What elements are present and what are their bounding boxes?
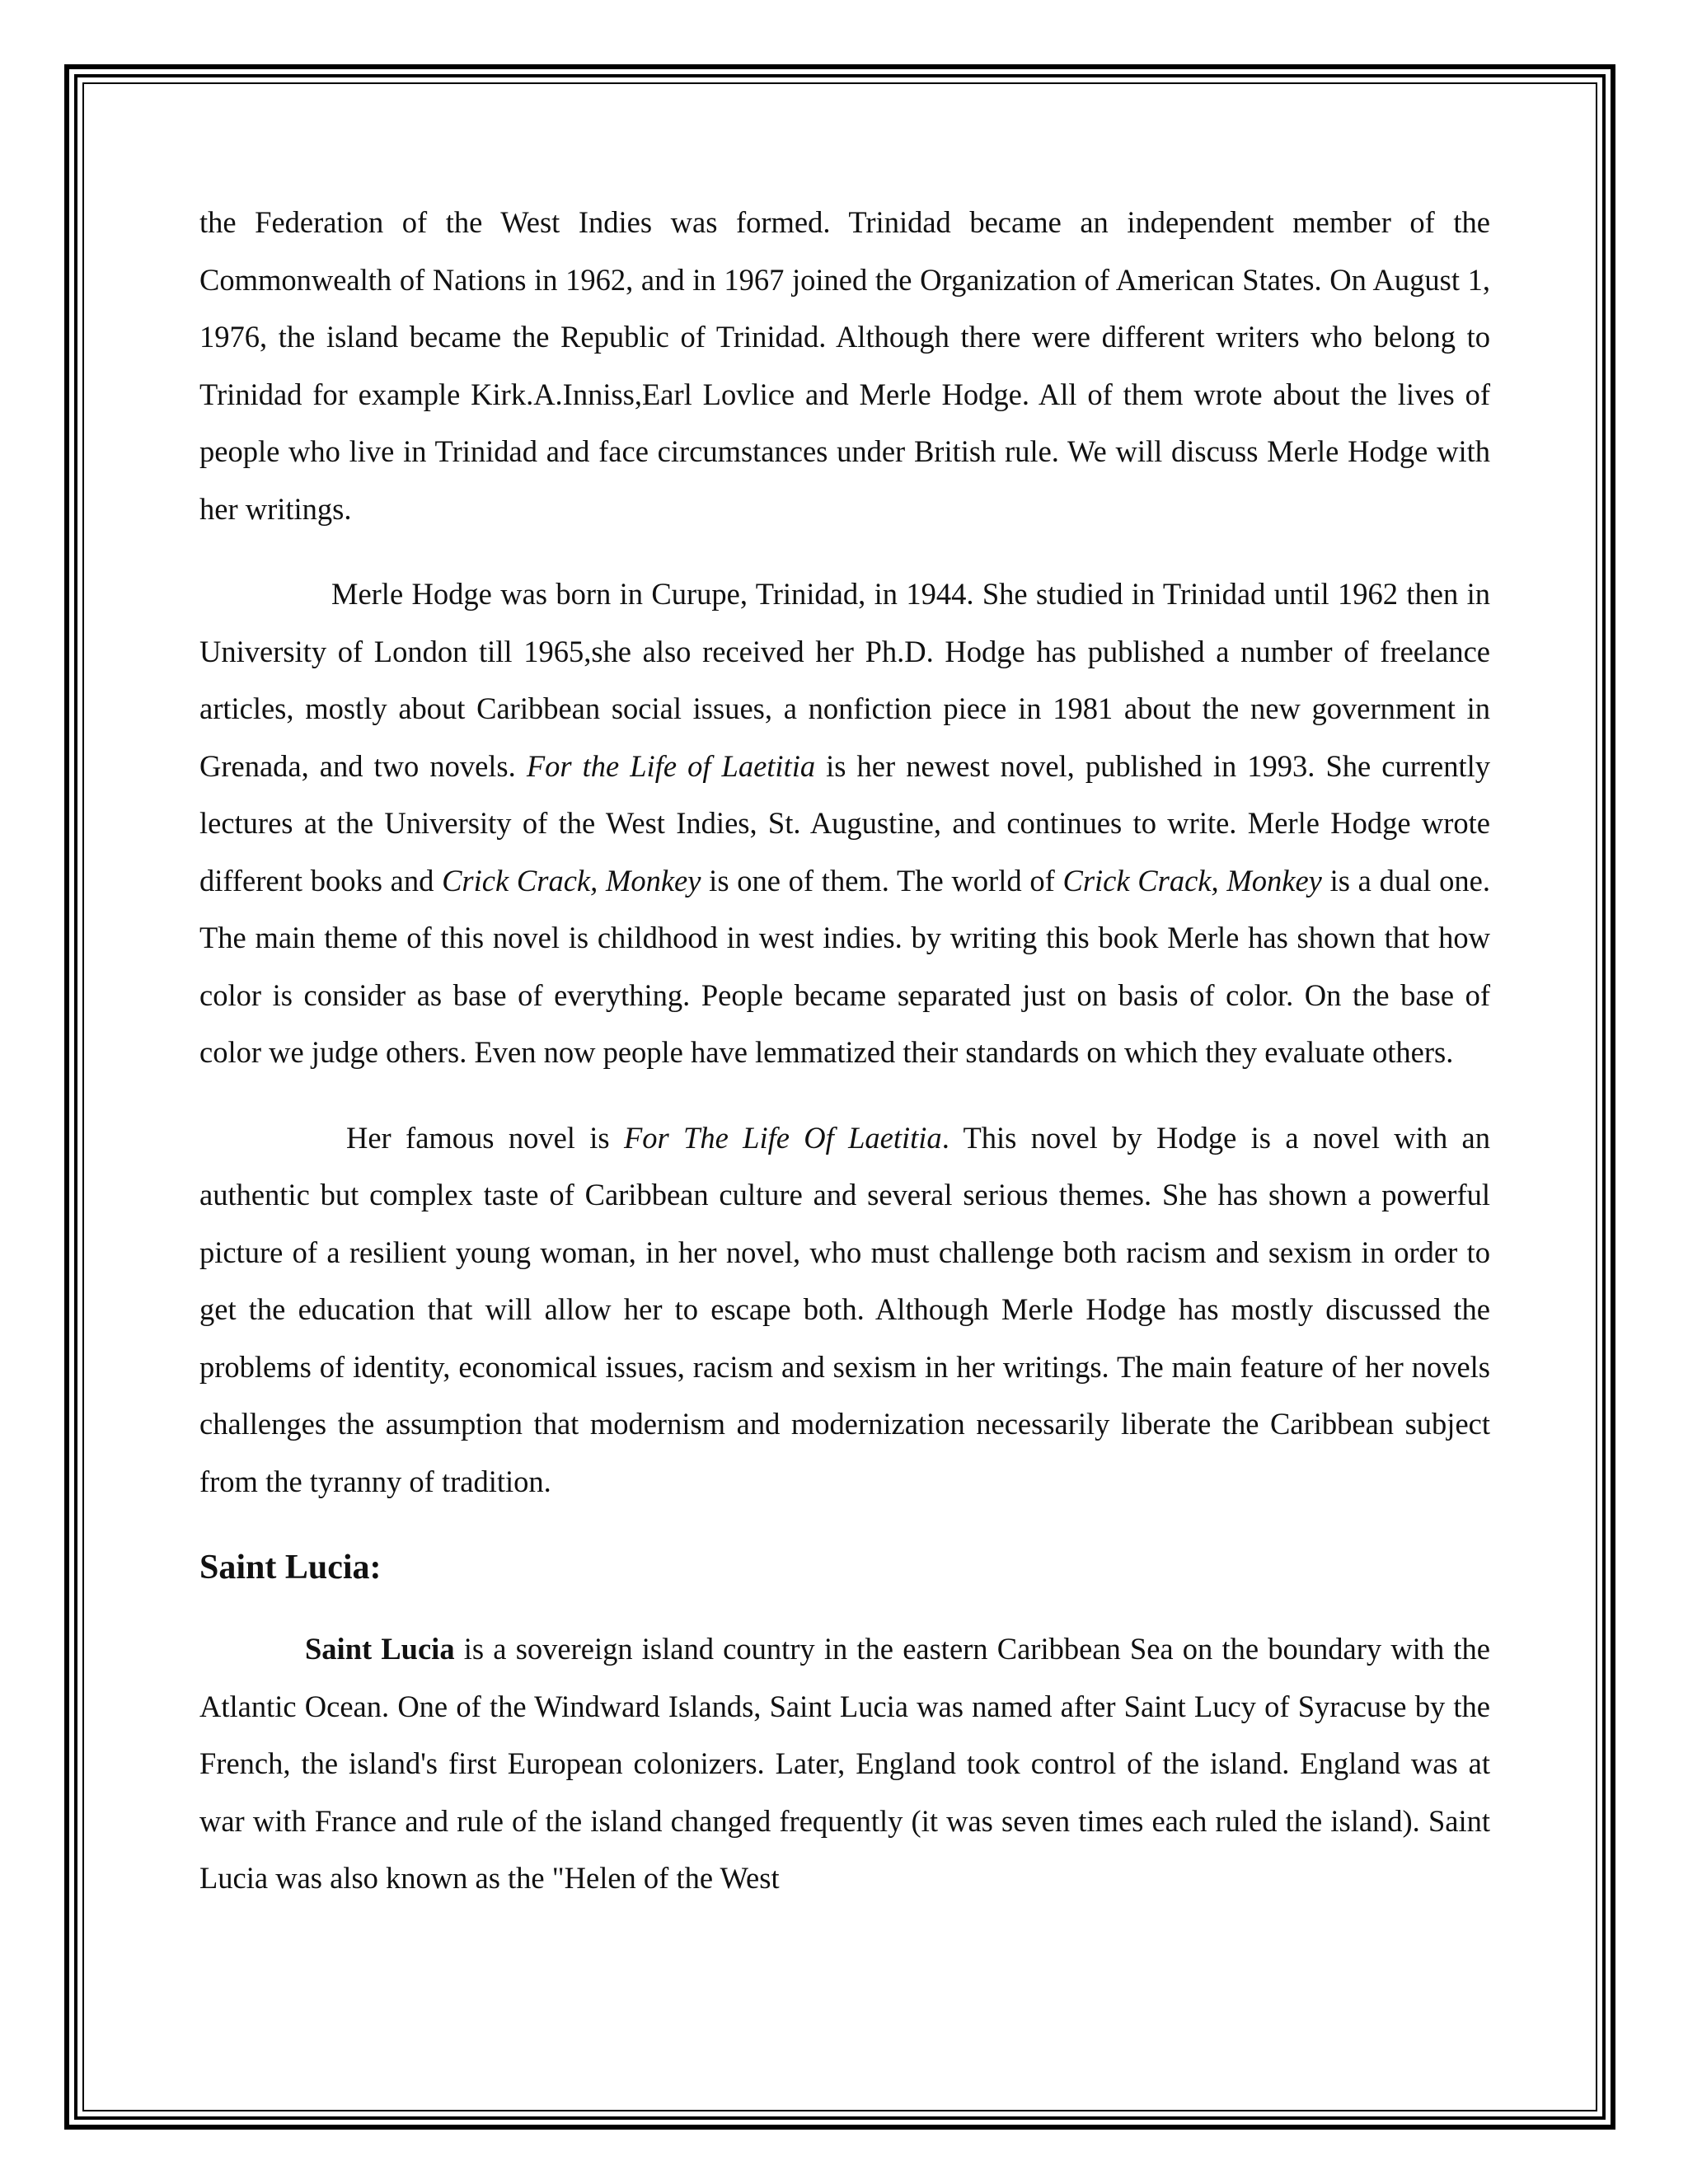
text-run: is one of them. The world of [701, 863, 1063, 898]
book-title-for-the-life-of-laetitia: For The Life Of Laetitia [623, 1120, 942, 1155]
paragraph-famous-novel [199, 1109, 1490, 1511]
paragraph-saint-lucia [199, 1620, 1490, 1907]
text-run: is a dual one. The main theme of this novel is childhood in west indies. by writing this book Merle has shown that how color is consider as base of everything. People became separated just on basis of color. On the base of color we judge others. Even now people have lemmatized their standards on which they evaluate others. [199, 863, 1490, 1069]
text-run: is a sovereign island country in the eastern Caribbean Sea on the boundary with the Atlantic Ocean. One of the Windward Islands, Saint Lucia was named after Saint Lucy of Syracuse by the French, the island's first European colonizers. Later, England took control of the island. England was at war with France and rule of the island changed frequently (it was seven times each ruled the island). Saint Lucia was also known as the "Helen of the West [199, 1632, 1490, 1895]
text-run: is her newest novel, published in 1993. She currently lectures at the University of the West Indies, St. Augustine, and continues to write. Merle Hodge wrote different books and [199, 748, 1490, 898]
book-title-for-the-life-of-laetitia: For the Life of Laetitia [526, 748, 816, 783]
book-title-crick-crack-monkey: Crick Crack, Monkey [442, 863, 701, 898]
text-run: Merle Hodge was born in Curupe, Trinidad, in 1944. She studied in Trinidad until 1962 then in University of London till 1965,she also received her Ph.D. Hodge has published a number of freelance articles, mostly about Caribbean social issues, a nonfiction piece in 1981 about the new government in Grenada, and two novels. [199, 577, 1490, 783]
bold-term-saint-lucia: Saint Lucia [305, 1632, 455, 1666]
page-content [199, 194, 1490, 1907]
text-run: Her famous novel is [346, 1120, 624, 1155]
text-run: . This novel by Hodge is a novel with an authentic but complex taste of Caribbean culture and several serious themes. She has shown a powerful picture of a resilient young woman, in her novel, who must challenge both racism and sexism in order to get the education that will allow her to escape both. Although Merle Hodge has mostly discussed the problems of identity, economical issues, racism and sexism in her writings. The main feature of her novels challenges the assumption that modernism and modernization necessarily liberate the Caribbean subject from the tyranny of tradition. [199, 1120, 1490, 1498]
paragraph-merle-hodge-bio [199, 565, 1490, 1081]
paragraph-trinidad-history: the Federation of the West Indies was formed. Trinidad became an independent member of the Commonwealth of Nations in 1962, and in 1967 joined the Organization of American States. On August 1, 1976, the island became the Republic of Trinidad. Although there were different writers who belong to Trinidad for example Kirk.A.Inniss,Earl Lovlice and Merle Hodge. All of them wrote about the lives of people who live in Trinidad and face circumstances under British rule. We will discuss Merle Hodge with her writings. [199, 205, 1490, 526]
section-heading-saint-lucia: Saint Lucia: [199, 1549, 382, 1586]
book-title-crick-crack-monkey: Crick Crack, Monkey [1062, 863, 1322, 898]
